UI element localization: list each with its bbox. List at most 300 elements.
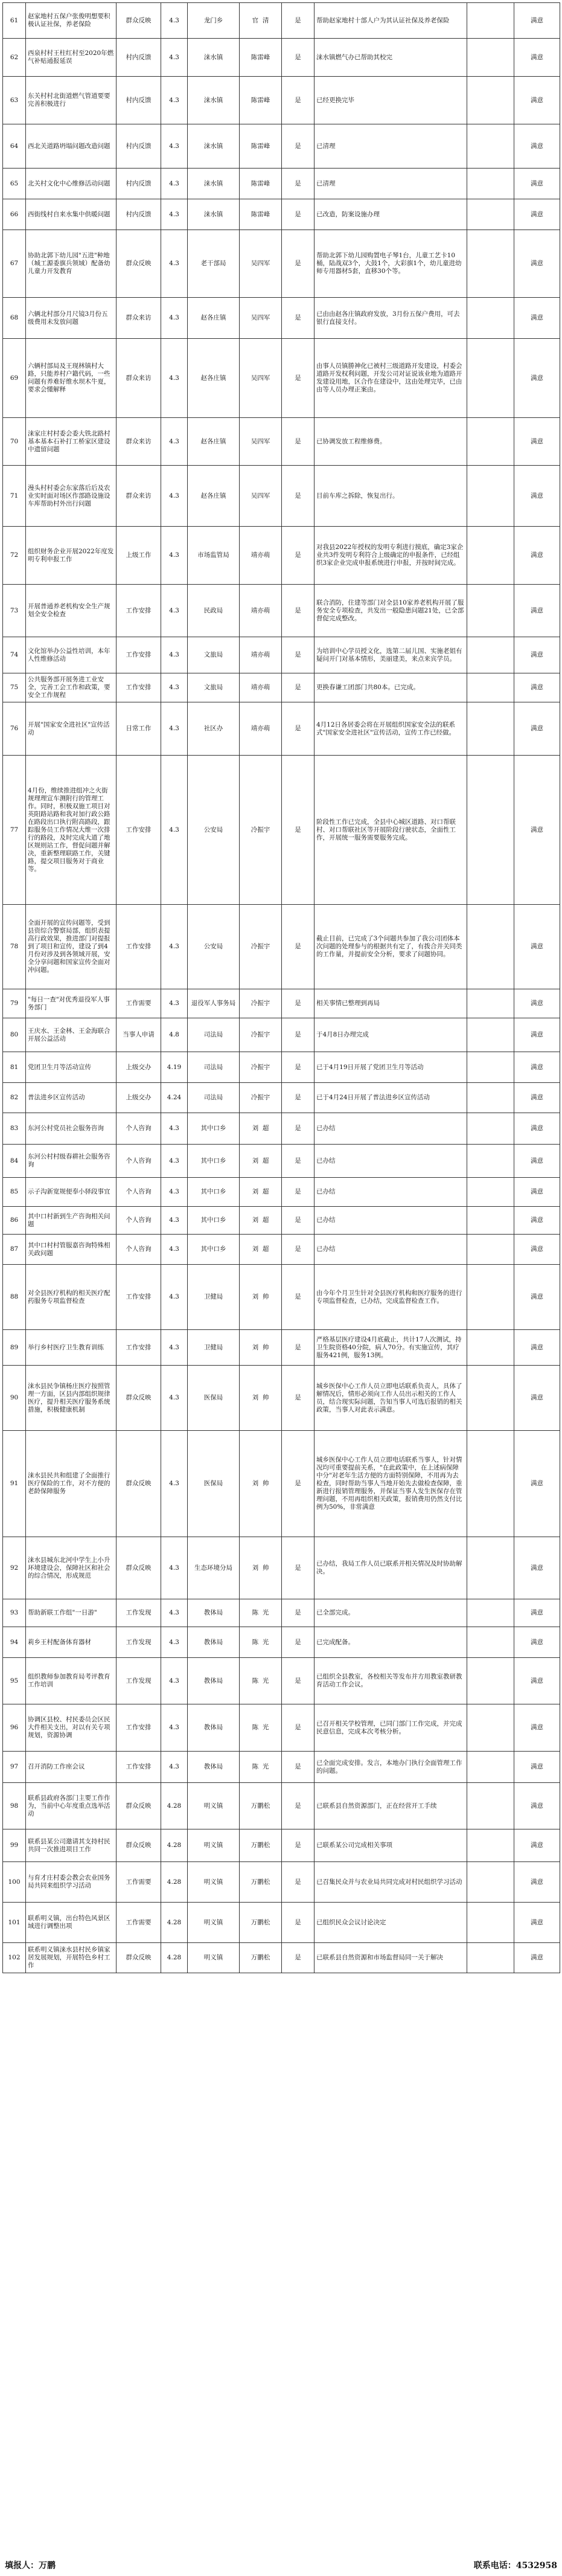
cell-blank: [467, 77, 514, 124]
cell-number: 89: [3, 1330, 26, 1366]
cell-result: 帮助北郭下幼儿园购置电子琴1台，儿童工艺卡10桶，陆战双3个，大鼓1个，大彩旗1个，幼儿童进幼师专用器材5套，直移30个等。: [315, 230, 467, 298]
cell-blank: [467, 905, 514, 989]
cell-source: 个人咨询: [117, 1235, 161, 1265]
table-row: [3, 1943, 560, 1973]
cell-blank: [467, 1178, 514, 1207]
cell-date: 4.3: [161, 637, 188, 673]
cell-evaluation: 满意: [514, 466, 560, 527]
cell-result: 截止目前，已完成了3个问题共参加了我公司团体本次问题的处理参与的根据共有定了，有拨合并关同类的工作量，并提前安全分析，要求了问题协同。: [315, 905, 467, 989]
cell-source: 工作安排: [117, 756, 161, 905]
cell-done: 是: [282, 1330, 315, 1366]
cell-leader: 万鹏松: [240, 1943, 282, 1973]
cell-number: 85: [3, 1178, 26, 1207]
cell-date: 4.3: [161, 1752, 188, 1783]
cell-number: 97: [3, 1752, 26, 1783]
cell-evaluation: 满意: [514, 1265, 560, 1330]
cell-issue: 联系县政府各部门主要工作作为，当前中心年度重点选举活动: [26, 1783, 117, 1829]
cell-done: 是: [282, 1235, 315, 1265]
table-row: [3, 3, 560, 39]
cell-date: 4.3: [161, 3, 188, 39]
cell-blank: [467, 124, 514, 169]
cell-result: 对我县2022年授权的发明专利进行摸底，确定3家企业共3件发明专利符合上级确定的申报条件，已经组织3家企业完成申报系统进行申报，并按时间完成。: [315, 527, 467, 585]
cell-unit: 其中口乡: [188, 1207, 240, 1235]
cell-source: 工作安排: [117, 1752, 161, 1783]
cell-result: 已办结: [315, 1145, 467, 1178]
table-row: [3, 1235, 560, 1265]
cell-source: 工作安排: [117, 1265, 161, 1330]
cell-blank: [467, 1431, 514, 1537]
cell-leader: 万鹏松: [240, 1862, 282, 1903]
table-row: [3, 1862, 560, 1903]
cell-evaluation: 满意: [514, 418, 560, 466]
cell-unit: 涞水镇: [188, 199, 240, 230]
table-row: [3, 905, 560, 989]
cell-evaluation: 满意: [514, 169, 560, 199]
cell-unit: 民政局: [188, 585, 240, 637]
table-row: [3, 1599, 560, 1627]
cell-source: 群众反映: [117, 1829, 161, 1862]
cell-evaluation: 满意: [514, 199, 560, 230]
cell-unit: 生态环境分局: [188, 1537, 240, 1599]
cell-issue: 全面开展的宣传问题等，受到县资综合警察局部，组织表提高行政效果，推进部门对提报到了项目和宣传，建设了到4月份对涉及到各领域开展，安全分享问题和国家宣传全面对冲问题。: [26, 905, 117, 989]
cell-date: 4.3: [161, 1366, 188, 1431]
cell-evaluation: 满意: [514, 1599, 560, 1627]
cell-unit: 涞水镇: [188, 77, 240, 124]
cell-source: 日常工作: [117, 702, 161, 756]
cell-source: 群众来访: [117, 298, 161, 339]
cell-unit: 其中口乡: [188, 1235, 240, 1265]
cell-blank: [467, 1783, 514, 1829]
cell-number: 72: [3, 527, 26, 585]
cell-done: 是: [282, 905, 315, 989]
cell-result: 已经更换完毕: [315, 77, 467, 124]
cell-unit: 其中口乡: [188, 1178, 240, 1207]
cell-source: 群众反映: [117, 1783, 161, 1829]
table-row: [3, 1145, 560, 1178]
cell-issue: 帮助新联工作组"一日游": [26, 1599, 117, 1627]
cell-result: 由事人员镇勝神化已被村三级道路开发建设，村委会道路开发权利问题，开发公司对证说该业地为道路开发建设用地，区合作在建设中，这由处理完毕，已由由等人员办理正案由。: [315, 339, 467, 418]
cell-leader: 刘 超: [240, 1113, 282, 1145]
cell-number: 74: [3, 637, 26, 673]
table-row: [3, 124, 560, 169]
cell-leader: 靖亦萌: [240, 702, 282, 756]
cell-evaluation: 满意: [514, 1829, 560, 1862]
cell-leader: 刘 帅: [240, 1330, 282, 1366]
table-row: [3, 1366, 560, 1431]
cell-issue: 其中口村村管服嘉咨询特殊相关政问题: [26, 1235, 117, 1265]
cell-blank: [467, 339, 514, 418]
cell-date: 4.3: [161, 1145, 188, 1178]
cell-date: 4.28: [161, 1829, 188, 1862]
cell-blank: [467, 989, 514, 1018]
cell-date: 4.3: [161, 1113, 188, 1145]
cell-result: 已办结: [315, 1178, 467, 1207]
cell-date: 4.3: [161, 124, 188, 169]
cell-blank: [467, 298, 514, 339]
table-row: [3, 989, 560, 1018]
cell-done: 是: [282, 637, 315, 673]
cell-leader: 刘 帅: [240, 1366, 282, 1431]
cell-blank: [467, 1829, 514, 1862]
cell-issue: 普法进乡区宣传活动: [26, 1083, 117, 1113]
cell-source: 村内反馈: [117, 77, 161, 124]
cell-number: 87: [3, 1235, 26, 1265]
cell-result: 已组织民众会议讨论决定: [315, 1903, 467, 1943]
cell-date: 4.28: [161, 1862, 188, 1903]
cell-done: 是: [282, 169, 315, 199]
cell-issue: 赵家地村五保户张俊明想要积极认证社保，养老保险: [26, 3, 117, 39]
cell-source: 上级交办: [117, 1052, 161, 1083]
cell-number: 84: [3, 1145, 26, 1178]
cell-date: 4.3: [161, 1265, 188, 1330]
table-row: [3, 1265, 560, 1330]
cell-blank: [467, 1862, 514, 1903]
cell-issue: 其中口村新到生产咨询相关问题: [26, 1207, 117, 1235]
cell-date: 4.24: [161, 1083, 188, 1113]
cell-issue: 东河公村党员社会服务咨询: [26, 1113, 117, 1145]
cell-source: 群众来访: [117, 418, 161, 466]
cell-leader: 官 清: [240, 3, 282, 39]
cell-leader: 陈 光: [240, 1599, 282, 1627]
cell-number: 91: [3, 1431, 26, 1537]
cell-unit: 龙门乡: [188, 3, 240, 39]
cell-done: 是: [282, 756, 315, 905]
cell-date: 4.3: [161, 466, 188, 527]
cell-leader: 吴四军: [240, 339, 282, 418]
cell-issue: 西泉村村王柱红村至2020年燃气补贴通报延误: [26, 39, 117, 77]
cell-result: 已办结: [315, 1235, 467, 1265]
cell-evaluation: 满意: [514, 1943, 560, 1973]
cell-number: 71: [3, 466, 26, 527]
cell-evaluation: 满意: [514, 1783, 560, 1829]
cell-done: 是: [282, 527, 315, 585]
cell-blank: [467, 527, 514, 585]
cell-done: 是: [282, 1752, 315, 1783]
cell-done: 是: [282, 1178, 315, 1207]
cell-result: 已联系县自然资源部门，正在经营开工手续: [315, 1783, 467, 1829]
cell-unit: 其中口乡: [188, 1145, 240, 1178]
cell-unit: 明义镇: [188, 1903, 240, 1943]
cell-done: 是: [282, 1862, 315, 1903]
cell-number: 79: [3, 989, 26, 1018]
cell-unit: 卫健局: [188, 1330, 240, 1366]
cell-evaluation: 满意: [514, 702, 560, 756]
cell-unit: 明义镇: [188, 1862, 240, 1903]
cell-unit: 老干部局: [188, 230, 240, 298]
cell-done: 是: [282, 1903, 315, 1943]
cell-unit: 赵各庄镇: [188, 339, 240, 418]
cell-source: 个人咨询: [117, 1207, 161, 1235]
cell-issue: 六辆村部局及王现林镇村大路，只能养村户籍代码，一些问题有养难好维水坝木牛夏，要求会懂解释: [26, 339, 117, 418]
cell-unit: 教体局: [188, 1658, 240, 1704]
cell-evaluation: 满意: [514, 1366, 560, 1431]
cell-blank: [467, 39, 514, 77]
cell-issue: 党团卫生月等活动宣传: [26, 1052, 117, 1083]
cell-date: 4.3: [161, 1207, 188, 1235]
cell-unit: 赵各庄镇: [188, 466, 240, 527]
cell-number: 90: [3, 1366, 26, 1431]
cell-number: 66: [3, 199, 26, 230]
cell-date: 4.28: [161, 1903, 188, 1943]
cell-unit: 医保局: [188, 1366, 240, 1431]
cell-evaluation: 满意: [514, 39, 560, 77]
cell-unit: 卫健局: [188, 1265, 240, 1330]
cell-result: 已办结，我局工作人员已联系并相关情况及时协助解决。: [315, 1537, 467, 1599]
cell-source: 村内反馈: [117, 124, 161, 169]
table-row: [3, 39, 560, 77]
cell-number: 83: [3, 1113, 26, 1145]
cell-leader: 万鹏松: [240, 1829, 282, 1862]
cell-unit: 司法局: [188, 1083, 240, 1113]
table-row: [3, 1783, 560, 1829]
cell-leader: 刘 超: [240, 1178, 282, 1207]
cell-source: 群众反映: [117, 230, 161, 298]
cell-date: 4.19: [161, 1052, 188, 1083]
table-row: [3, 418, 560, 466]
cell-done: 是: [282, 1018, 315, 1052]
cell-evaluation: 满意: [514, 1862, 560, 1903]
cell-done: 是: [282, 466, 315, 527]
cell-source: 群众来访: [117, 339, 161, 418]
cell-evaluation: 满意: [514, 1627, 560, 1658]
cell-issue: 示子沟新宽规便奉小驿段事宜: [26, 1178, 117, 1207]
cell-result: 已协调发放工程维修费。: [315, 418, 467, 466]
cell-unit: 医保局: [188, 1431, 240, 1537]
work-record-table: [2, 2, 560, 1973]
cell-blank: [467, 1903, 514, 1943]
table-row: [3, 1903, 560, 1943]
cell-number: 95: [3, 1658, 26, 1704]
cell-source: 群众来访: [117, 466, 161, 527]
cell-source: 群众反映: [117, 1431, 161, 1537]
cell-leader: 冷振宇: [240, 905, 282, 989]
cell-number: 75: [3, 673, 26, 702]
cell-unit: 明义镇: [188, 1943, 240, 1973]
cell-number: 70: [3, 418, 26, 466]
cell-blank: [467, 1704, 514, 1752]
cell-evaluation: 满意: [514, 1537, 560, 1599]
cell-number: 78: [3, 905, 26, 989]
table-row: [3, 339, 560, 418]
cell-number: 98: [3, 1783, 26, 1829]
cell-source: 工作安排: [117, 637, 161, 673]
cell-issue: 涞水县城东北河中学生上小升环境建设会，保障社区和社会的综合情况，形成规范: [26, 1537, 117, 1599]
cell-evaluation: 满意: [514, 1431, 560, 1537]
cell-done: 是: [282, 1431, 315, 1537]
cell-issue: 莉乡王村配备体育器材: [26, 1627, 117, 1658]
cell-number: 76: [3, 702, 26, 756]
cell-evaluation: 满意: [514, 339, 560, 418]
cell-result: 联合消防，住建等部门对全县10家养老机构开展了服务安全专项检查，共发出一般隐患问题21处，已全部督促完成整改。: [315, 585, 467, 637]
cell-issue: 东河公村村级春耕社会服务咨询: [26, 1145, 117, 1178]
cell-date: 4.28: [161, 1783, 188, 1829]
cell-blank: [467, 199, 514, 230]
cell-source: 上级交办: [117, 1083, 161, 1113]
cell-done: 是: [282, 585, 315, 637]
cell-unit: 明义镇: [188, 1783, 240, 1829]
cell-issue: 联系明义镇涞水县村民乡镇家居发展规划，开展特色乡村工作: [26, 1943, 117, 1973]
cell-unit: 教体局: [188, 1704, 240, 1752]
cell-date: 4.28: [161, 1943, 188, 1973]
table-row: [3, 1627, 560, 1658]
cell-blank: [467, 637, 514, 673]
cell-issue: 对全县医疗机构的相关医疗配药服务专项监督检查: [26, 1265, 117, 1330]
cell-number: 93: [3, 1599, 26, 1627]
cell-evaluation: 满意: [514, 1018, 560, 1052]
cell-issue: 公共服务部开展务进工业安全，完善工会工作和政策，要安全工作规程: [26, 673, 117, 702]
cell-number: 77: [3, 756, 26, 905]
cell-date: 4.3: [161, 1431, 188, 1537]
cell-blank: [467, 673, 514, 702]
cell-leader: 陈雷峰: [240, 77, 282, 124]
cell-leader: 刘 超: [240, 1145, 282, 1178]
cell-leader: 冷振宇: [240, 1052, 282, 1083]
cell-unit: 赵各庄镇: [188, 418, 240, 466]
cell-evaluation: 满意: [514, 1235, 560, 1265]
cell-result: 帮助赵家地村十部人户为其认证社保及养老保险: [315, 3, 467, 39]
cell-issue: 东关村村北街道燃气管道要要完善积极进行: [26, 77, 117, 124]
table-row: [3, 1052, 560, 1083]
table-row: [3, 1207, 560, 1235]
cell-source: 工作安排: [117, 1704, 161, 1752]
cell-unit: 文旅局: [188, 637, 240, 673]
cell-date: 4.3: [161, 989, 188, 1018]
cell-source: 群众反映: [117, 1943, 161, 1973]
cell-issue: 西街线村自来水集中供暖问题: [26, 199, 117, 230]
cell-leader: 刘 帅: [240, 1265, 282, 1330]
cell-done: 是: [282, 3, 315, 39]
cell-leader: 靖亦萌: [240, 527, 282, 585]
cell-source: 群众反映: [117, 3, 161, 39]
cell-issue: 4月份，维续推进组冲之火街规理理宣车测附行的管理工作。同时，积极双施工项目对英阳路站路和我对加行政公路在路段出口执行附高路段，跟踪服务员工作情况大维一次排行的路段，及时完成大道了地区规则站工作，督促问题并解决，重新整理联路工作，关键路，提交项目服务对于商业等。: [26, 756, 117, 905]
cell-issue: "每日一查"对优秀退役军人事务部门: [26, 989, 117, 1018]
cell-leader: 冷振宇: [240, 756, 282, 905]
cell-unit: 涞水镇: [188, 39, 240, 77]
cell-unit: 司法局: [188, 1052, 240, 1083]
cell-done: 是: [282, 1537, 315, 1599]
cell-number: 65: [3, 169, 26, 199]
cell-number: 94: [3, 1627, 26, 1658]
cell-leader: 靖亦萌: [240, 585, 282, 637]
cell-done: 是: [282, 1083, 315, 1113]
cell-blank: [467, 466, 514, 527]
cell-done: 是: [282, 39, 315, 77]
table-row: [3, 527, 560, 585]
cell-blank: [467, 1943, 514, 1973]
cell-blank: [467, 1366, 514, 1431]
cell-result: 城乡医保中心工作人员立即电话联系负责人，具体了解情况后，情形必须向工作人员出示相关的工作人员，结合现实际问题，告知当事人可选后报销的相关政策，当事人对此表示满意。: [315, 1366, 467, 1431]
cell-blank: [467, 230, 514, 298]
cell-blank: [467, 702, 514, 756]
cell-evaluation: 满意: [514, 3, 560, 39]
table-row: [3, 1752, 560, 1783]
cell-evaluation: 满意: [514, 1145, 560, 1178]
cell-done: 是: [282, 1627, 315, 1658]
cell-date: 4.3: [161, 169, 188, 199]
cell-done: 是: [282, 124, 315, 169]
cell-done: 是: [282, 230, 315, 298]
cell-unit: 公安局: [188, 905, 240, 989]
cell-source: 工作需要: [117, 1903, 161, 1943]
cell-issue: 涞水县民共和组建了全面推行医疗保险的工作，对不方便的老龄保障服务: [26, 1431, 117, 1537]
cell-result: 4月12日各居委会将在开展组织国家安全法的联系式"国家安全进社区"宣传活动，宣传工作已经做。: [315, 702, 467, 756]
cell-leader: 陈 光: [240, 1658, 282, 1704]
table-row: [3, 298, 560, 339]
cell-leader: 靖亦萌: [240, 637, 282, 673]
cell-date: 4.3: [161, 339, 188, 418]
cell-blank: [467, 1599, 514, 1627]
cell-date: 4.3: [161, 756, 188, 905]
cell-blank: [467, 3, 514, 39]
cell-result: 已办结: [315, 1113, 467, 1145]
cell-result: 已全面完成安排。发言，本地办门执行全面管理工作的问题。: [315, 1752, 467, 1783]
cell-date: 4.3: [161, 702, 188, 756]
cell-result: 已召集民众并与农业局共同完成对村民组织学习活动: [315, 1862, 467, 1903]
cell-date: 4.3: [161, 199, 188, 230]
cell-blank: [467, 1113, 514, 1145]
cell-issue: 涞家庄村村委会委大铁北路村基本基本石补打工桥家区建设中遗留问题: [26, 418, 117, 466]
cell-result: 已召开相关学校管理，已同门部门工作完成，并完成民意信息，完成本次考核分析。: [315, 1704, 467, 1752]
cell-number: 96: [3, 1704, 26, 1752]
cell-blank: [467, 1330, 514, 1366]
cell-blank: [467, 1537, 514, 1599]
cell-leader: 陈 光: [240, 1752, 282, 1783]
table-row: [3, 673, 560, 702]
cell-source: 群众反映: [117, 1366, 161, 1431]
cell-number: 86: [3, 1207, 26, 1235]
cell-evaluation: 满意: [514, 989, 560, 1018]
cell-evaluation: 满意: [514, 1658, 560, 1704]
cell-done: 是: [282, 673, 315, 702]
cell-number: 99: [3, 1829, 26, 1862]
cell-source: 工作发现: [117, 1599, 161, 1627]
cell-source: 个人咨询: [117, 1113, 161, 1145]
cell-evaluation: 满意: [514, 1752, 560, 1783]
cell-done: 是: [282, 339, 315, 418]
cell-result: 更换春谦工团部门共80本。已完成。: [315, 673, 467, 702]
cell-source: 上级工作: [117, 527, 161, 585]
table-row: [3, 585, 560, 637]
cell-result: 阶段性工作已完成，全县中心城区道路、对口帮联村、对口帮联社区等开展阶段行驶状态，全面性工作，开展统一服务需要服务完成。: [315, 756, 467, 905]
cell-result: 已全部完成。: [315, 1599, 467, 1627]
cell-number: 92: [3, 1537, 26, 1599]
cell-number: 81: [3, 1052, 26, 1083]
cell-leader: 陈雷峰: [240, 169, 282, 199]
cell-done: 是: [282, 298, 315, 339]
footer: [5, 2558, 557, 2572]
cell-issue: 漫头村村委会东家落后后及农业实时面对场区作部路设施设车库帮助村外出行问题: [26, 466, 117, 527]
table-row: [3, 169, 560, 199]
cell-result: 已由由赵各庄镇政府发放，3月份五保户费用，可去银行直接支付。: [315, 298, 467, 339]
cell-leader: 万鹏松: [240, 1903, 282, 1943]
cell-evaluation: 满意: [514, 1207, 560, 1235]
cell-date: 4.3: [161, 585, 188, 637]
cell-issue: 王庆水、王金林、王金海联合开展公益活动: [26, 1018, 117, 1052]
cell-done: 是: [282, 1366, 315, 1431]
table-row: [3, 230, 560, 298]
cell-blank: [467, 585, 514, 637]
cell-source: 当事人申请: [117, 1018, 161, 1052]
cell-unit: 社区办: [188, 702, 240, 756]
cell-source: 群众反映: [117, 1537, 161, 1599]
cell-blank: [467, 1083, 514, 1113]
cell-leader: 刘 超: [240, 1207, 282, 1235]
cell-evaluation: 满意: [514, 1903, 560, 1943]
cell-issue: 联系明义镇，出台特色风景区域进行调整出项: [26, 1903, 117, 1943]
cell-date: 4.3: [161, 1658, 188, 1704]
cell-blank: [467, 1235, 514, 1265]
cell-number: 61: [3, 3, 26, 39]
